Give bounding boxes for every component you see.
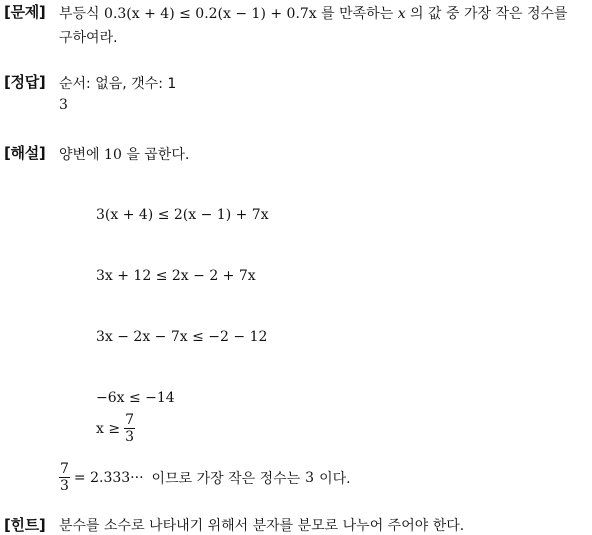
conclusion-value: = 2.333··· xyxy=(73,469,144,486)
step-3: 3x − 2x − 7x ≤ −2 − 12 xyxy=(96,329,268,345)
problem-mid: 를 만족하는 xyxy=(321,6,394,22)
conclusion-numerator: 7 xyxy=(60,461,69,477)
conclusion-text-suffix: 이다. xyxy=(319,470,351,487)
explanation-intro xyxy=(59,144,189,164)
problem-inequality: 0.3(x + 4) ≤ 0.2(x − 1) + 0.7x xyxy=(104,6,317,22)
explanation-label: [해설] xyxy=(4,144,46,162)
intro-suffix: 을 곱한다. xyxy=(126,147,190,163)
answer-label: [정답] xyxy=(4,73,46,91)
intro-number: 10 xyxy=(104,147,122,163)
problem-label: [문제] xyxy=(4,3,46,21)
step-5 xyxy=(96,412,135,445)
step-4: −6x ≤ −14 xyxy=(96,390,175,406)
step-1: 3(x + 4) ≤ 2(x − 1) + 7x xyxy=(96,207,269,223)
conclusion xyxy=(59,461,351,494)
problem-line-1 xyxy=(59,3,568,23)
hint-label: [힌트] xyxy=(4,516,46,534)
problem-line-2: 구하여라. xyxy=(59,30,118,46)
final-lhs: x ≥ xyxy=(96,420,121,437)
answer-value: 3 xyxy=(59,97,68,113)
final-fraction xyxy=(124,412,135,445)
problem-variable: x xyxy=(397,6,406,22)
problem-suffix: 의 값 중 가장 작은 정수를 xyxy=(410,6,568,22)
conclusion-text-prefix: 이므로 가장 작은 정수는 xyxy=(151,470,301,487)
intro-prefix: 양변에 xyxy=(59,147,100,163)
conclusion-denominator: 3 xyxy=(60,478,69,494)
hint-text: 분수를 소수로 나타내기 위해서 분자를 분모로 나누어 주어야 한다. xyxy=(59,518,465,534)
conclusion-fraction xyxy=(59,461,70,494)
problem-prefix: 부등식 xyxy=(59,6,100,22)
answer-order-count: 순서: 없음, 갯수: 1 xyxy=(59,76,177,92)
final-numerator: 7 xyxy=(125,412,134,428)
final-denominator: 3 xyxy=(125,429,134,445)
step-2: 3x + 12 ≤ 2x − 2 + 7x xyxy=(96,268,256,284)
conclusion-integer: 3 xyxy=(305,469,315,486)
